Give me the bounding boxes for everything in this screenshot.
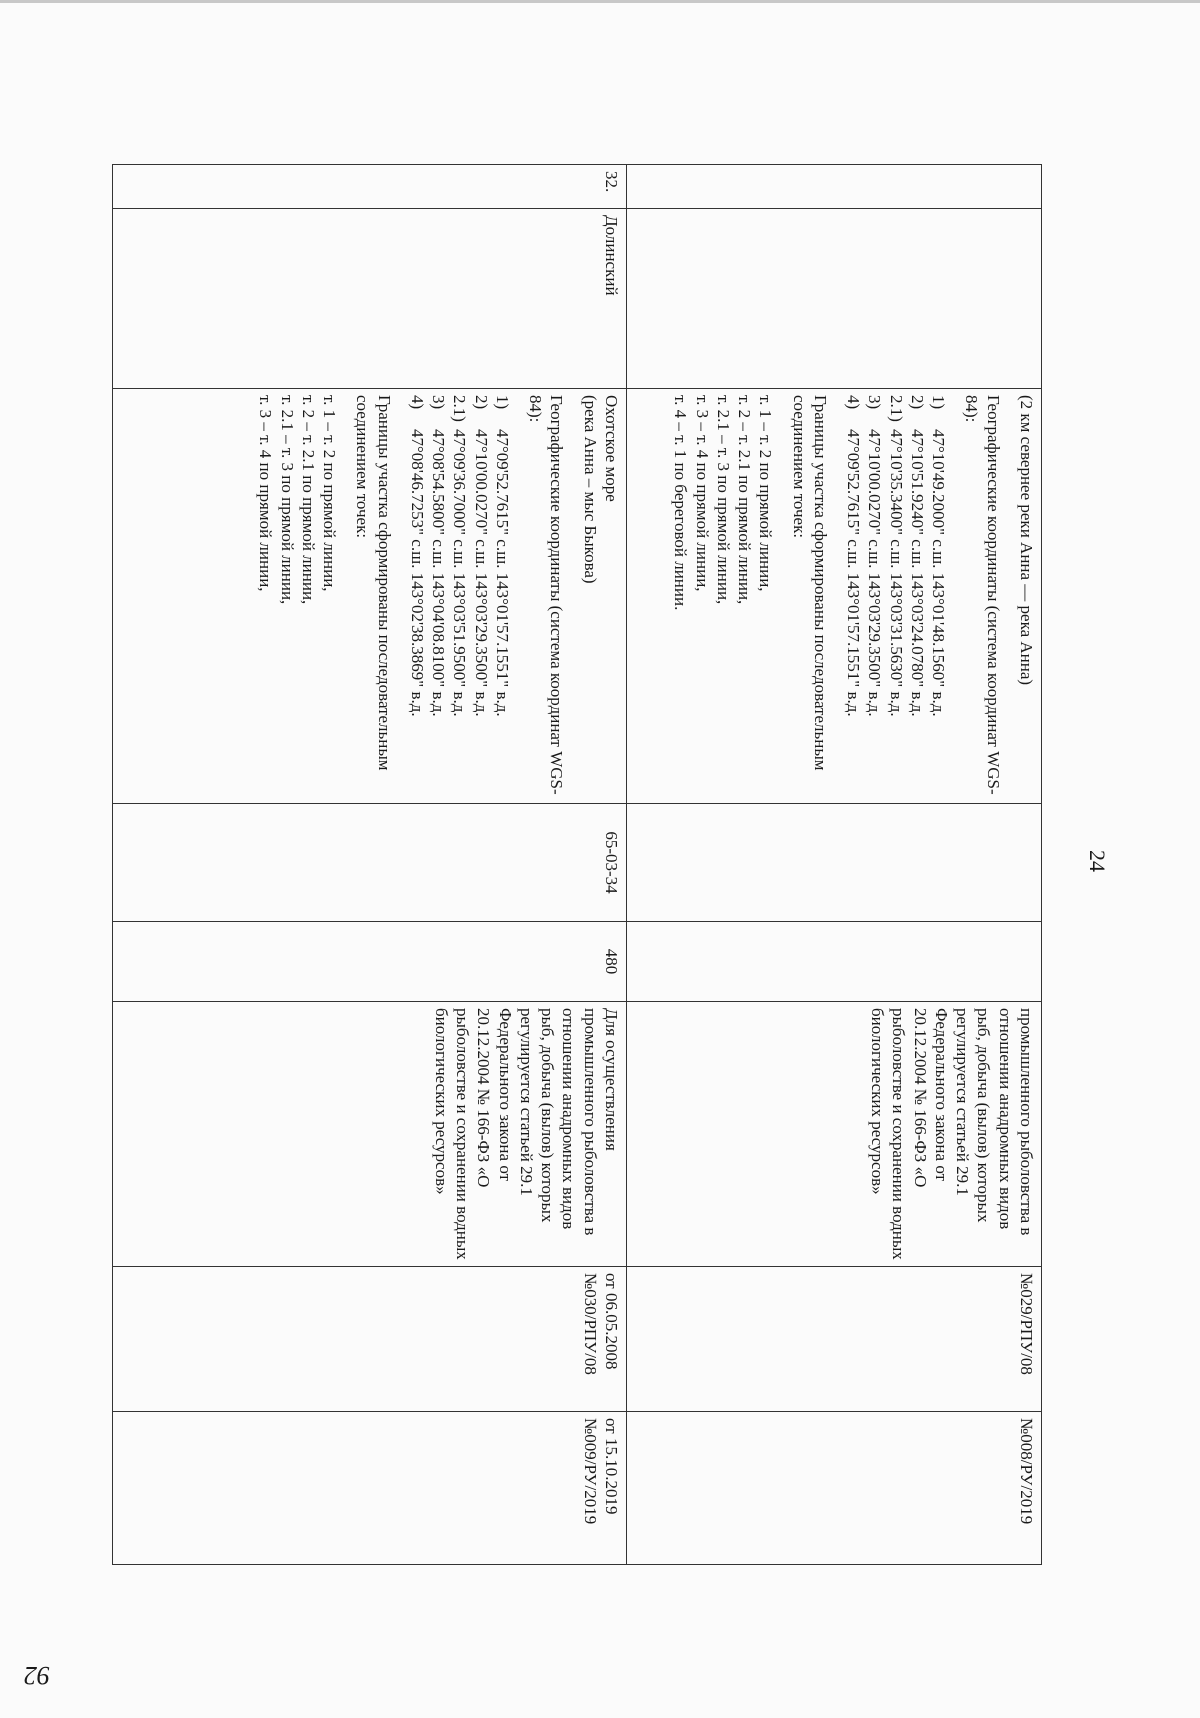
coords-title: Географические координаты (система координат WGS-84): [526, 395, 567, 795]
district-cell [627, 209, 1042, 389]
sea-name: Охотское море [602, 395, 621, 502]
handwritten-page-number: 92 [24, 1661, 50, 1690]
coord-line: 3) 47°08'54.5800" с.ш. 143°04'08.8100" в.д. [429, 395, 449, 717]
location-text: (река Анна – мыс Быкова) [580, 395, 600, 584]
area-cell: 480 [113, 922, 627, 1002]
border-line: т. 3 – т. 4 по прямой линии, [692, 395, 712, 592]
coord-line: 2.1) 47°09'36.7000" с.ш. 143°03'51.9500" в.д. [450, 395, 470, 717]
border-line: т. 2.1 – т. 3 по прямой линии, [277, 395, 297, 605]
old-decision-cell: №029/РПУ/08 [627, 1267, 1042, 1412]
old-decision-cell: от 06.05.2008 №030/РПУ/08 [113, 1267, 627, 1412]
coord-line: 4) 47°08'46.7253" с.ш. 143°02'38.3869" в.д. [408, 395, 427, 717]
border-line: т. 2 – т. 2.1 по прямой линии, [735, 395, 755, 605]
district-cell: Долинский [113, 209, 627, 389]
purpose-cell: промышленного рыболовства в отношении анадромных видов рыб, добыча (вылов) которых регулируется статьей 29.1 Федерального закона от 20.12.2004 № 166-ФЗ «О рыболовстве и сохранении водных биологических ресурсов» [627, 1002, 1042, 1267]
table-row-32 [113, 165, 627, 1565]
borders-title: Границы участка сформированы последовательным соединением точек: [353, 395, 394, 771]
location-text: (2 км севернее реки Анна — река Анна) [1017, 395, 1036, 686]
coord-line: 2) 47°10'51.9240" с.ш. 143°03'24.0780" в.д. [908, 395, 927, 717]
new-decision-cell: от 15.10.2019 №009/РУ/2019 [113, 1412, 627, 1565]
coord-line: 2) 47°10'00.0270" с.ш. 143°03'29.3500" в.д. [471, 395, 491, 717]
border-line: т. 2.1 – т. 3 по прямой линии, [714, 395, 733, 605]
border-line: т. 4 – т. 1 по береговой линии. [671, 395, 691, 611]
row-number-cell: 32. [113, 165, 627, 209]
area-cell [627, 922, 1042, 1002]
coord-line: 2.1) 47°10'35.3400" с.ш. 143°03'31.5630" в.д. [886, 395, 906, 717]
table-row-previous [627, 165, 1042, 1565]
border-line: т. 1 – т. 2 по прямой линии, [756, 395, 776, 592]
map-sheet-cell [627, 804, 1042, 922]
description-cell [627, 389, 1042, 804]
purpose-cell: Для осуществления промышленного рыболовства в отношении анадромных видов рыб, добыча (вылов) которых регулируется статьей 29.1 Федерального закона от 20.12.2004 № 166-ФЗ «О рыболовстве и сохранении водных биологических ресурсов» [113, 1002, 627, 1267]
coord-line: 1) 47°09'52.7615" с.ш. 143°01'57.1551" в.д. [493, 395, 512, 717]
border-line: т. 1 – т. 2 по прямой линии, [320, 395, 340, 592]
page-number: 24 [1085, 850, 1110, 872]
map-sheet-cell: 65-03-34 [113, 804, 627, 922]
coord-line: 1) 47°10'49.2000" с.ш. 143°01'48.1560" в.д. [929, 395, 949, 717]
fishing-areas-table [112, 164, 1042, 1565]
top-rule [0, 0, 1200, 3]
borders-title: Границы участка сформированы последовательным соединением точек: [789, 395, 830, 771]
border-line: т. 2 – т. 2.1 по прямой линии, [299, 395, 318, 605]
coord-line: 3) 47°10'00.0270" с.ш. 143°03'29.3500" в.д. [865, 395, 885, 717]
row-number-cell [627, 165, 1042, 209]
description-cell [113, 389, 627, 804]
new-decision-cell: №008/РУ/2019 [627, 1412, 1042, 1565]
rotated-sheet [112, 164, 1042, 1564]
coords-title: Географические координаты (система координат WGS-84): [962, 395, 1003, 795]
border-line: т. 3 – т. 4 по прямой линии, [256, 395, 276, 592]
coord-line: 4) 47°09'52.7615" с.ш. 143°01'57.1551" в.д. [844, 395, 864, 717]
